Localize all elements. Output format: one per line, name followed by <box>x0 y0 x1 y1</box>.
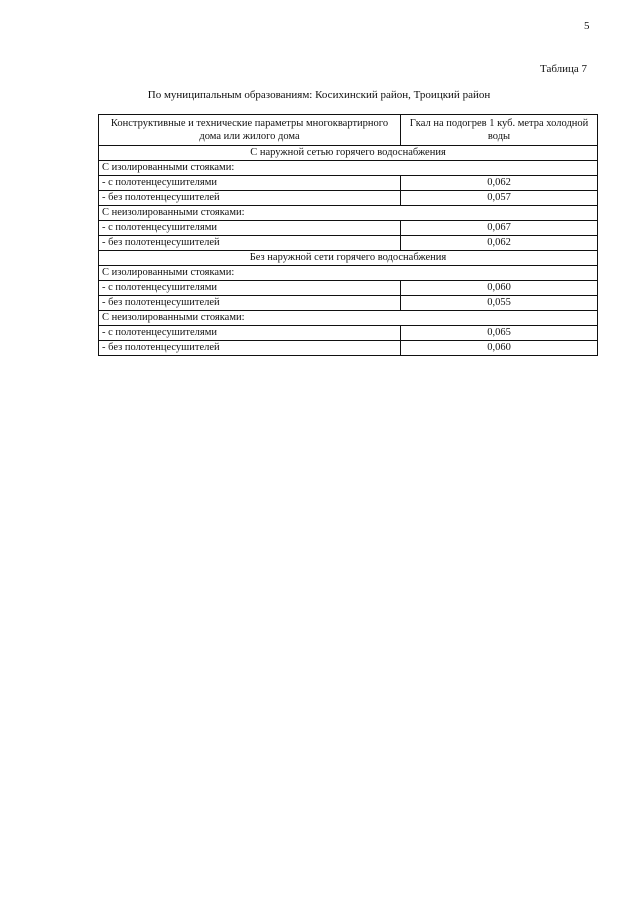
table-row <box>99 341 598 356</box>
row-value: 0,062 <box>401 236 598 251</box>
group-title: С неизолированными стояками: <box>99 311 598 326</box>
row-label: - с полотенцесушителями <box>99 176 401 191</box>
row-label: - без полотенцесушителей <box>99 236 401 251</box>
row-label: - с полотенцесушителями <box>99 326 401 341</box>
table-caption: Таблица 7 <box>540 63 588 75</box>
row-value: 0,067 <box>401 221 598 236</box>
row-label: - без полотенцесушителей <box>99 341 401 356</box>
table-row <box>99 236 598 251</box>
group-row <box>99 311 598 326</box>
table-row <box>99 326 598 341</box>
table-row <box>99 221 598 236</box>
page-number: 5 <box>584 20 590 32</box>
section-title: С наружной сетью горячего водоснабжения <box>99 146 598 161</box>
heating-norms-table <box>98 114 598 356</box>
row-value: 0,057 <box>401 191 598 206</box>
row-value: 0,062 <box>401 176 598 191</box>
row-label: - без полотенцесушителей <box>99 296 401 311</box>
table-row <box>99 176 598 191</box>
section-row <box>99 146 598 161</box>
row-value: 0,060 <box>401 341 598 356</box>
row-label: - с полотенцесушителями <box>99 221 401 236</box>
row-label: - без полотенцесушителей <box>99 191 401 206</box>
group-row <box>99 161 598 176</box>
table-row <box>99 191 598 206</box>
group-title: С изолированными стояками: <box>99 266 598 281</box>
group-title: С изолированными стояками: <box>99 161 598 176</box>
row-value: 0,060 <box>401 281 598 296</box>
row-label: - с полотенцесушителями <box>99 281 401 296</box>
header-value: Гкал на подогрев 1 куб. метра холодной воды <box>401 115 598 146</box>
group-title: С неизолированными стояками: <box>99 206 598 221</box>
section-title: Без наружной сети горячего водоснабжения <box>99 251 598 266</box>
table-header-row <box>99 115 598 146</box>
row-value: 0,065 <box>401 326 598 341</box>
table-row <box>99 281 598 296</box>
group-row <box>99 206 598 221</box>
row-value: 0,055 <box>401 296 598 311</box>
section-row <box>99 251 598 266</box>
header-params: Конструктивные и технические параметры многоквартирного дома или жилого дома <box>99 115 401 146</box>
table-row <box>99 296 598 311</box>
group-row <box>99 266 598 281</box>
document-heading: По муниципальным образованиям: Косихинский район, Троицкий район <box>147 89 491 101</box>
